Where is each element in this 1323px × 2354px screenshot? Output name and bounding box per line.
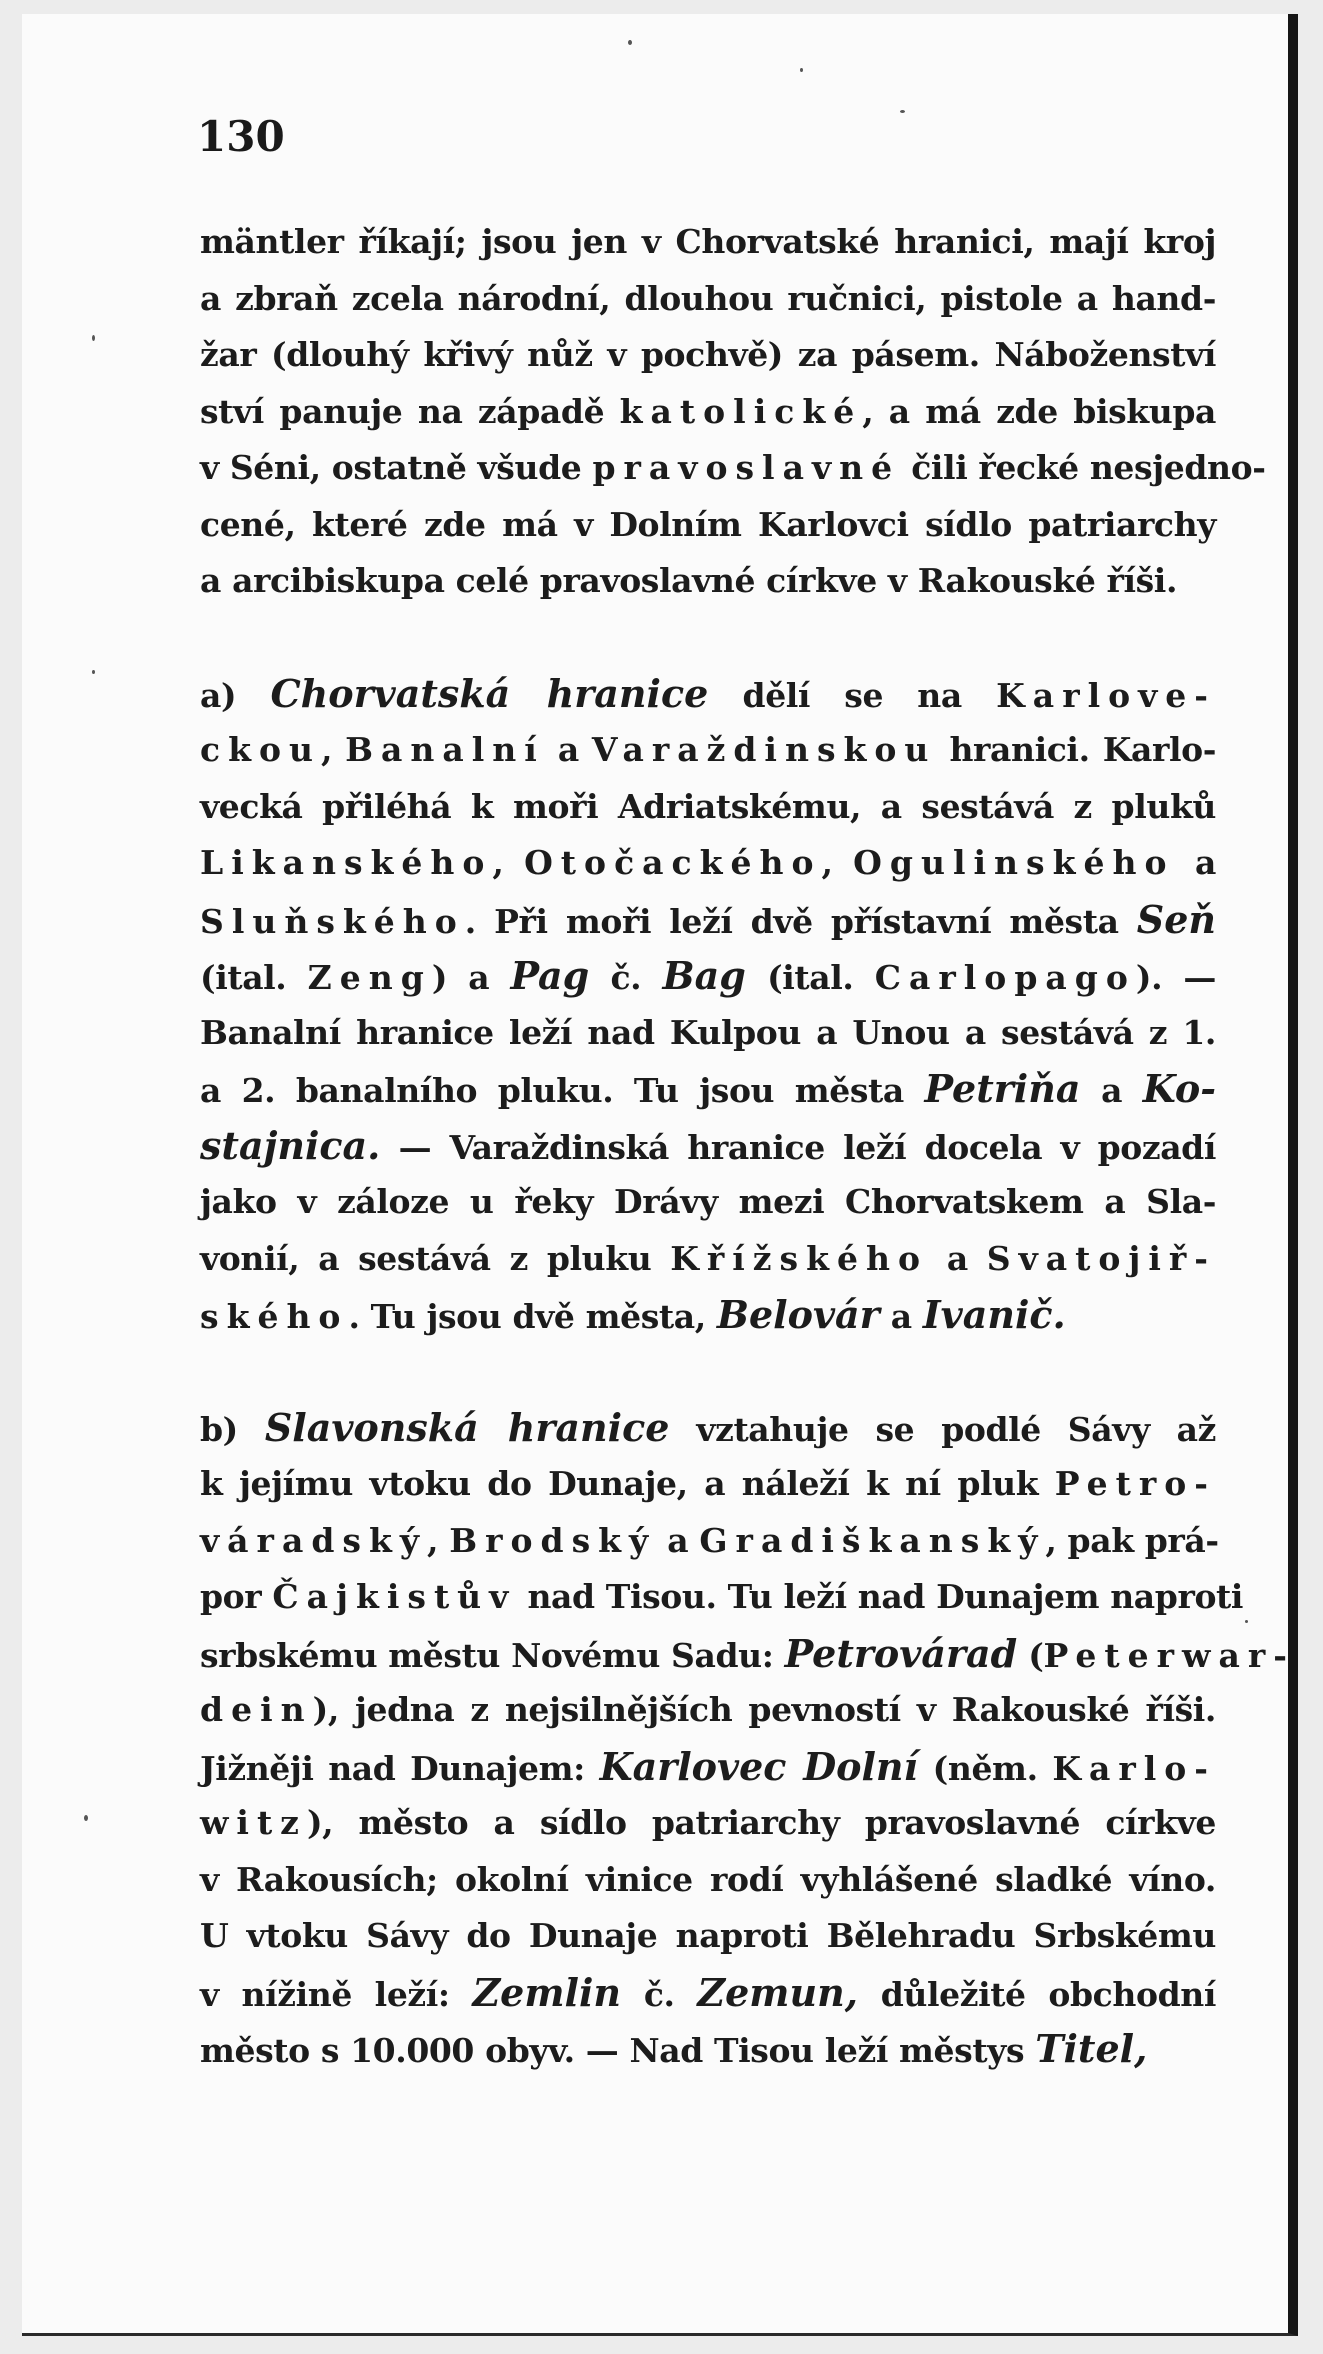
book-page (22, 14, 1298, 2336)
spaced-emphasis: Čajkistův (272, 1577, 517, 1616)
spaced-emphasis: katolické (619, 391, 863, 431)
text-line (200, 948, 1216, 1005)
text-run: . Při moři leží dvě přístavní města (464, 901, 1137, 941)
text-run: cené, které zde má v Dolním Karlovci sídlo patriarchy (200, 504, 1216, 544)
spaced-emphasis: váradský (200, 1520, 428, 1560)
text-run: č. (589, 958, 663, 997)
text-run: město s 10.000 obyv. — Nad Tisou leží městys (200, 2031, 1036, 2070)
scan-speck (1245, 1620, 1248, 1623)
text-line (200, 384, 1216, 441)
text-run: ), město a sídlo patriarchy pravoslavné církve (306, 1803, 1216, 1842)
italic-place-name: Zemlin (472, 1969, 622, 2015)
text-run: , (821, 843, 854, 882)
text-run: k jejímu vtoku do Dunaje, a náleží k ní pluk (200, 1464, 1055, 1503)
text-line (200, 1569, 1244, 1626)
text-line (200, 1795, 1216, 1852)
text-run: b) (200, 1409, 265, 1449)
page-text (200, 214, 1295, 2078)
italic-place-name: Zemun, (697, 1969, 858, 2015)
text-run: v nížině leží: (200, 1974, 473, 2014)
text-line (200, 835, 1216, 892)
italic-place-name: Pag (510, 953, 590, 998)
scan-speck (800, 68, 803, 72)
text-run: (ital. (745, 958, 875, 997)
text-line (200, 1231, 1216, 1288)
spaced-emphasis: Křížského (670, 1238, 928, 1278)
text-line (200, 1005, 1216, 1062)
spaced-emphasis: Otočackého (524, 843, 822, 882)
spaced-emphasis: Banalní (345, 730, 545, 769)
spaced-emphasis: pravoslavné (592, 448, 901, 487)
italic-place-name: Ivanič. (922, 1292, 1066, 1337)
scan-speck (628, 40, 632, 45)
italic-place-name: Slavonská hranice (264, 1404, 670, 1450)
text-run: ), jedna z nejsilnějších pevností v Rakouské říši. (312, 1690, 1216, 1729)
text-run: v Rakousích; okolní vinice rodí vyhlášené sladké víno. (200, 1859, 1216, 1899)
text-run: čili řecké nesjedno- (900, 448, 1266, 487)
text-line (200, 1965, 1216, 2022)
text-line (200, 1456, 1216, 1513)
text-run: (něm. (918, 1748, 1053, 1788)
text-run: hranici. Karlo- (936, 730, 1216, 769)
text-line (200, 497, 1216, 554)
scan-speck (84, 1815, 88, 1821)
text-line (200, 1061, 1216, 1118)
text-line (200, 779, 1216, 836)
text-run: vonií, a sestává z pluku (200, 1238, 671, 1278)
italic-place-name: Titel, (1035, 2026, 1148, 2071)
text-run: Banalní hranice leží nad Kulpou a Unou a sestává z 1. (200, 1012, 1216, 1052)
text-line (200, 722, 1216, 779)
text-run: , pak prá- (1045, 1520, 1219, 1560)
text-run: — Varaždinská hranice leží docela v pozadí (380, 1127, 1216, 1167)
text-run: žar (dlouhý křivý nůž v pochvě) za pásem. Náboženství (200, 335, 1216, 374)
spaced-emphasis: Svatojiř- (986, 1238, 1216, 1278)
text-line (200, 1400, 1216, 1457)
paragraph-p1 (200, 214, 1266, 610)
text-run: ství panuje na západě (200, 391, 620, 431)
italic-place-name: Seň (1136, 896, 1216, 942)
text-line (200, 892, 1216, 949)
text-run: a (879, 1297, 923, 1336)
italic-place-name: Karlovec Dolní (599, 1743, 918, 1789)
scan-speck (900, 110, 905, 113)
italic-place-name: Bag (662, 953, 746, 998)
text-line (200, 271, 1216, 328)
text-line (200, 1287, 1216, 1344)
text-run: a (927, 1238, 987, 1278)
text-run: č. (621, 1974, 698, 2014)
text-line (200, 1626, 1295, 1683)
text-run: ( (1017, 1635, 1044, 1675)
text-run: a (544, 730, 592, 769)
text-run: srbskému městu Novému Sadu: (200, 1635, 785, 1675)
text-run: ) a (431, 958, 511, 997)
paragraph-p2 (200, 666, 1216, 1344)
text-run: Jižněji nad Dunajem: (200, 1748, 600, 1788)
spaced-emphasis: ckou (200, 730, 321, 769)
paragraph-p3 (200, 1400, 1295, 2078)
spaced-emphasis: ského (200, 1297, 349, 1336)
spaced-emphasis: dein (200, 1690, 313, 1729)
text-run: a 2. banalního pluku. Tu jsou města (200, 1071, 925, 1110)
text-run: por (200, 1577, 273, 1616)
text-run: a zbraň zcela národní, dlouhou ručnici, pistole a hand- (200, 278, 1216, 318)
text-run: mäntler říkají; jsou jen v Chorvatské hranici, mají kroj (200, 222, 1216, 261)
text-run: a arcibiskupa celé pravoslavné církve v Rakouské říši. (200, 561, 1178, 600)
spaced-emphasis: Sluňského (200, 901, 465, 941)
text-run: , (320, 730, 346, 769)
text-run: a (1080, 1071, 1143, 1110)
spaced-emphasis: Gradiškanský (699, 1520, 1046, 1560)
text-run: důležité obchodní (857, 1974, 1216, 2014)
text-line (200, 1682, 1216, 1739)
spaced-emphasis: Brodský (449, 1520, 657, 1560)
italic-place-name: Ko- (1142, 1066, 1216, 1111)
spaced-emphasis: Varaždinskou (591, 730, 937, 769)
spaced-emphasis: witz (200, 1803, 307, 1842)
text-run: , (492, 843, 525, 882)
text-line (200, 666, 1216, 723)
spaced-emphasis: Karlove- (996, 675, 1216, 715)
text-run: v Séni, ostatně všude (200, 448, 593, 487)
text-run: U vtoku Sávy do Dunaje naproti Bělehradu Srbskému (200, 1916, 1216, 1955)
text-run: ). — (1135, 958, 1217, 997)
paragraph-gap (200, 1344, 1216, 1400)
spaced-emphasis: Petro- (1054, 1464, 1216, 1503)
text-run: , a má zde biskupa (862, 391, 1216, 431)
text-line (200, 2021, 1216, 2078)
text-line (200, 1118, 1216, 1175)
text-line (200, 440, 1266, 497)
text-run: jako v záloze u řeky Drávy mezi Chorvatskem a Sla- (200, 1182, 1216, 1221)
page-number: 130 (197, 112, 285, 161)
italic-place-name: Belovár (716, 1292, 880, 1337)
scan-speck (92, 670, 95, 674)
italic-place-name: stajnica. (200, 1122, 381, 1168)
text-line (200, 214, 1216, 271)
text-line (200, 553, 1216, 610)
text-run: , (427, 1520, 450, 1560)
text-run: nad Tisou. Tu leží nad Dunajem naproti (516, 1577, 1244, 1616)
spaced-emphasis: Carlopago (874, 958, 1136, 997)
spaced-emphasis: Likanského (200, 843, 493, 882)
scan-speck (92, 335, 95, 341)
spaced-emphasis: Ogulinského (853, 843, 1175, 882)
text-line (200, 1852, 1216, 1909)
text-line (200, 327, 1216, 384)
text-line (200, 1513, 1219, 1570)
spaced-emphasis: Karlo- (1052, 1748, 1217, 1788)
text-run: dělí se na (708, 675, 997, 715)
text-run: a (656, 1520, 700, 1560)
text-line (200, 1739, 1216, 1796)
text-run: vztahuje se podlé Sávy až (669, 1409, 1216, 1449)
italic-place-name: Petrovárad (784, 1630, 1018, 1676)
text-run: vecká přiléhá k moři Adriatskému, a sestává z pluků (200, 786, 1216, 826)
italic-place-name: Petriňa (924, 1066, 1081, 1111)
text-run: . Tu jsou dvě města, (348, 1297, 717, 1336)
spaced-emphasis: Peterwar- (1043, 1635, 1295, 1675)
text-run: a (1174, 843, 1216, 882)
text-line (200, 1908, 1216, 1965)
spaced-emphasis: Zeng (307, 958, 432, 997)
paragraph-gap (200, 610, 1216, 666)
italic-place-name: Chorvatská hranice (270, 670, 709, 716)
text-run: (ital. (200, 958, 308, 997)
text-line (200, 1174, 1216, 1231)
text-run: a) (200, 675, 271, 715)
